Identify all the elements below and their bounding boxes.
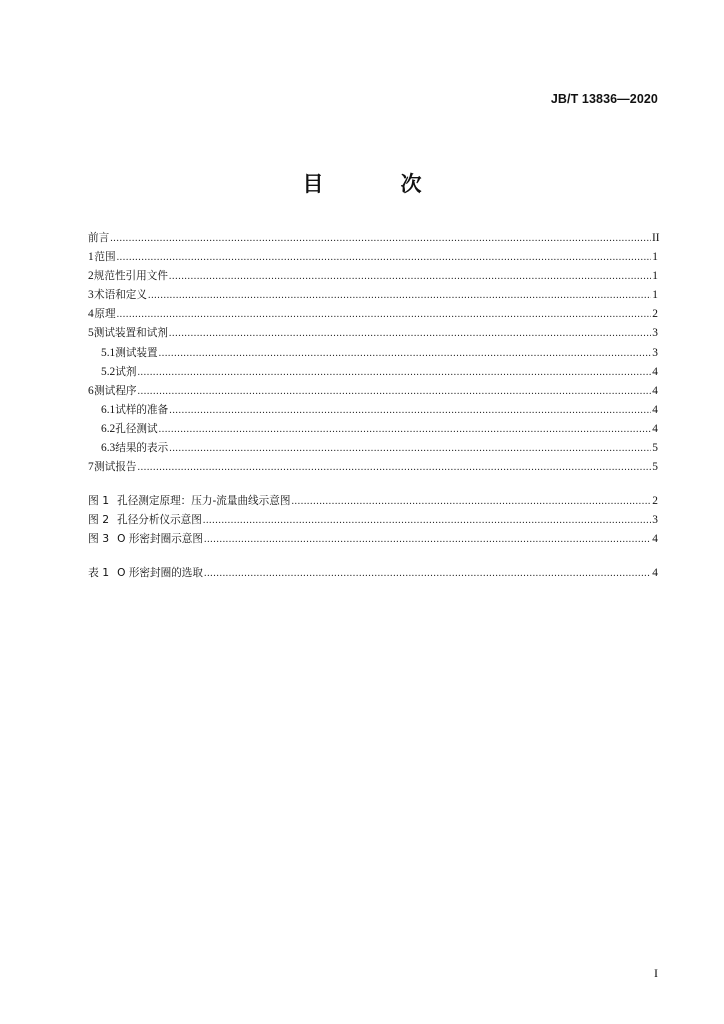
- toc-entry-foreword[interactable]: [88, 229, 658, 248]
- toc-entry-page: 4: [652, 403, 658, 416]
- toc-entry-page: 1: [652, 251, 658, 264]
- dot-leader: [204, 530, 651, 549]
- toc-table-number: 表 1: [88, 565, 110, 579]
- toc-figure-page: 4: [652, 533, 658, 546]
- dot-leader: [159, 344, 651, 363]
- toc-entry-page: 4: [652, 365, 658, 378]
- toc-entry-3[interactable]: [88, 286, 658, 305]
- toc-entry-number: 5.1: [101, 346, 116, 359]
- toc-table-label: O 形密封圈的选取: [117, 566, 203, 579]
- toc-entry-number: 1: [88, 251, 94, 264]
- toc-entry-5[interactable]: [88, 324, 658, 343]
- toc-entry-page: 3: [652, 327, 658, 340]
- toc-entry-label: 孔径测试: [115, 422, 158, 435]
- toc-entry-number: 6.2: [101, 422, 116, 435]
- toc-entry-1[interactable]: [88, 248, 658, 267]
- dot-leader: [138, 458, 651, 477]
- toc-entry-6-2[interactable]: [88, 420, 658, 439]
- toc-figure-label: 孔径分析仪示意图: [117, 514, 202, 527]
- dot-leader: [138, 382, 651, 401]
- toc-figure-number: 图 3: [88, 532, 110, 546]
- toc-entry-label: 原理: [94, 308, 116, 321]
- toc-entry-6-3[interactable]: [88, 439, 658, 458]
- page-number: I: [654, 966, 658, 980]
- dot-leader: [110, 229, 651, 248]
- toc-figure-1[interactable]: [88, 491, 658, 510]
- dot-leader: [204, 564, 651, 583]
- dot-leader: [291, 492, 651, 511]
- toc-figure-3[interactable]: [88, 529, 658, 548]
- toc-entry-2[interactable]: [88, 267, 658, 286]
- toc-entry-label: 试剂: [115, 365, 137, 378]
- toc-table-1[interactable]: [88, 563, 658, 582]
- toc-figure-number: 图 2: [88, 513, 110, 527]
- dot-leader: [169, 439, 651, 458]
- toc-entry-number: 6.3: [101, 442, 116, 455]
- toc-entry-label: 测试报告: [94, 461, 137, 474]
- standard-code: JB/T 13836—2020: [550, 92, 658, 106]
- toc-entry-number: 5.2: [101, 365, 116, 378]
- dot-leader: [117, 305, 651, 324]
- toc-entry-page: 1: [652, 289, 658, 302]
- toc-entry-page: 3: [652, 346, 658, 359]
- toc-entry-page: 4: [652, 384, 658, 397]
- toc-figure-number: 图 1: [88, 494, 110, 508]
- toc-entry-7[interactable]: [88, 458, 658, 477]
- toc-entry-5-2[interactable]: [88, 363, 658, 382]
- toc-table-page: 4: [652, 566, 658, 579]
- toc-entry-5-1[interactable]: [88, 344, 658, 363]
- toc-entry-label: 试样的准备: [115, 403, 169, 416]
- table-of-contents: [88, 229, 658, 582]
- toc-entry-number: 6.1: [101, 403, 116, 416]
- toc-entry-label: 术语和定义: [94, 289, 147, 302]
- dot-leader: [137, 363, 651, 382]
- toc-entry-number: 6: [88, 384, 94, 397]
- toc-entry-6-1[interactable]: [88, 401, 658, 420]
- dot-leader: [169, 401, 651, 420]
- toc-figure-page: 2: [652, 495, 658, 508]
- toc-entry-label: 测试装置和试剂: [93, 327, 168, 340]
- toc-entry-label: 测试程序: [94, 384, 137, 397]
- toc-entry-label: 前言: [88, 232, 110, 244]
- toc-entry-page: 5: [652, 442, 658, 455]
- toc-figure-page: 3: [652, 514, 658, 527]
- toc-figure-label: 孔径测定原理：压力-流量曲线示意图: [117, 495, 291, 508]
- toc-entry-6[interactable]: [88, 382, 658, 401]
- toc-entry-page: 4: [652, 422, 658, 435]
- dot-leader: [169, 267, 651, 286]
- toc-entry-label: 范围: [94, 251, 116, 264]
- toc-entry-4[interactable]: [88, 305, 658, 324]
- toc-entry-label: 测试装置: [115, 346, 158, 359]
- dot-leader: [203, 511, 651, 530]
- toc-figure-2[interactable]: [88, 510, 658, 529]
- toc-entry-page: 5: [652, 461, 658, 474]
- toc-title: 目 次: [302, 172, 450, 196]
- dot-leader: [117, 248, 651, 267]
- toc-entry-number: 2: [88, 270, 94, 283]
- toc-entry-page: 1: [652, 270, 658, 283]
- toc-entry-number: 4: [88, 308, 94, 321]
- toc-entry-number: 7: [88, 461, 94, 474]
- toc-entry-label: 规范性引用文件: [93, 270, 168, 283]
- toc-entry-label: 结果的表示: [115, 442, 169, 455]
- dot-leader: [169, 324, 651, 343]
- dot-leader: [148, 286, 651, 305]
- dot-leader: [159, 420, 651, 439]
- toc-entry-page: 2: [652, 308, 658, 321]
- toc-entry-number: 3: [88, 289, 94, 302]
- toc-entry-number: 5: [88, 327, 94, 340]
- toc-entry-page: II: [652, 232, 660, 244]
- toc-figure-label: O 形密封圈示意图: [117, 533, 203, 546]
